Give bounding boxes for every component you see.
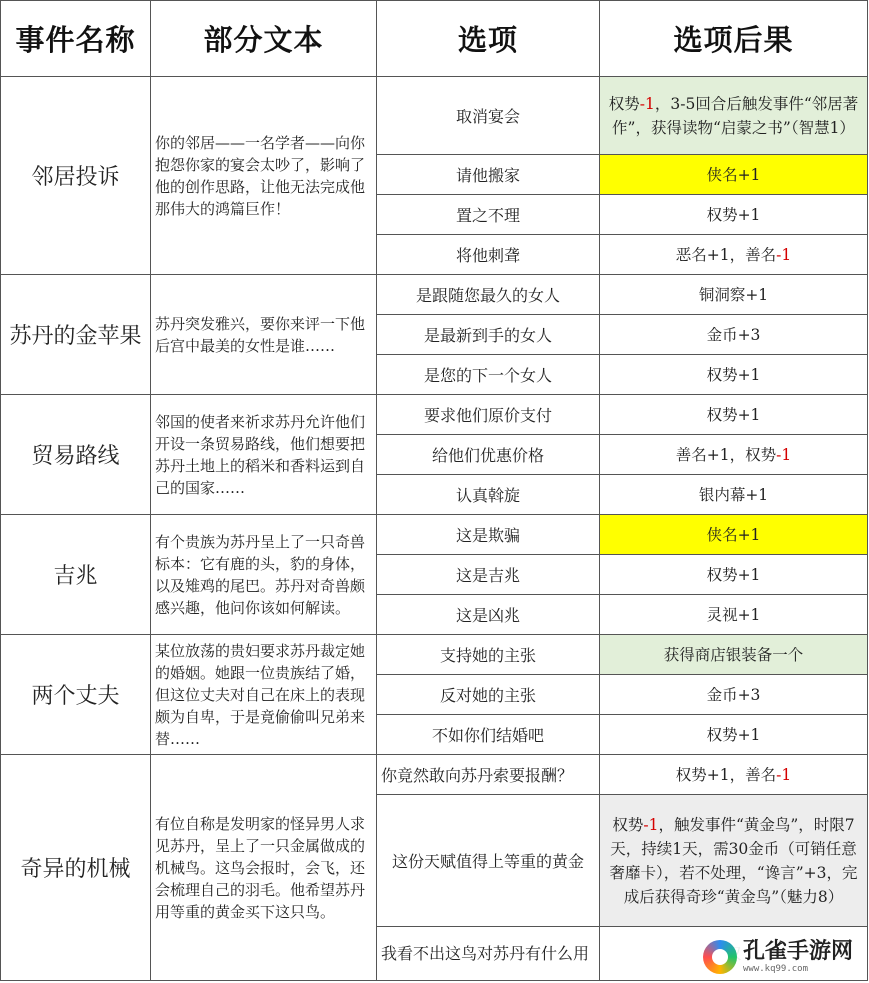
option-cell: 这份天赋值得上等重的黄金 [377, 795, 600, 927]
option-cell: 是您的下一个女人 [377, 355, 600, 395]
option-cell: 我看不出这鸟对苏丹有什么用 [377, 927, 600, 981]
result-cell: 恶名+1，善名-1 [600, 235, 868, 275]
header-option: 选项 [377, 1, 600, 77]
event-name: 邻居投诉 [1, 77, 151, 275]
result-cell: 权势+1，善名-1 [600, 755, 868, 795]
result-cell: 权势+1 [600, 555, 868, 595]
option-cell: 是跟随您最久的女人 [377, 275, 600, 315]
result-cell: 善名+1，权势-1 [600, 435, 868, 475]
option-cell: 这是吉兆 [377, 555, 600, 595]
result-cell: 金币+3 [600, 315, 868, 355]
header-event-name: 事件名称 [1, 1, 151, 77]
result-cell: 侠名+1 [600, 515, 868, 555]
watermark [703, 935, 863, 979]
result-cell: 灵视+1 [600, 595, 868, 635]
result-cell: 权势+1 [600, 395, 868, 435]
option-cell: 不如你们结婚吧 [377, 715, 600, 755]
event-name: 奇异的机械 [1, 755, 151, 981]
option-cell: 要求他们原价支付 [377, 395, 600, 435]
table-row [1, 395, 868, 435]
option-cell: 给他们优惠价格 [377, 435, 600, 475]
event-name: 贸易路线 [1, 395, 151, 515]
option-cell: 置之不理 [377, 195, 600, 235]
result-cell: 铜洞察+1 [600, 275, 868, 315]
header-row [1, 1, 868, 77]
event-text: 邻国的使者来祈求苏丹允许他们开设一条贸易路线，他们想要把苏丹土地上的稻米和香料运到自己的国家…… [151, 395, 377, 515]
option-cell: 请他搬家 [377, 155, 600, 195]
result-cell: 权势-1，触发事件“黄金鸟”，时限7天，持续1天，需30金币（可销任意奢靡卡），若不处理，“谗言”+3，完成后获得奇珍“黄金鸟”（魅力8） [600, 795, 868, 927]
option-cell: 支持她的主张 [377, 635, 600, 675]
event-name: 苏丹的金苹果 [1, 275, 151, 395]
option-cell: 这是凶兆 [377, 595, 600, 635]
result-cell: 权势+1 [600, 715, 868, 755]
event-name: 吉兆 [1, 515, 151, 635]
option-cell: 取消宴会 [377, 77, 600, 155]
peacock-logo-icon [703, 940, 737, 974]
header-result: 选项后果 [600, 1, 868, 77]
event-name: 两个丈夫 [1, 635, 151, 755]
watermark-title: 孔雀手游网 [743, 939, 854, 964]
event-text: 苏丹突发雅兴，要你来评一下他后宫中最美的女性是谁…… [151, 275, 377, 395]
event-text: 有个贵族为苏丹呈上了一只奇兽标本：它有鹿的头，豹的身体，以及雉鸡的尾巴。苏丹对奇兽颇感兴趣，他问你该如何解读。 [151, 515, 377, 635]
table-row [1, 635, 868, 675]
result-cell: 权势+1 [600, 195, 868, 235]
watermark-text [743, 940, 853, 974]
option-cell: 是最新到手的女人 [377, 315, 600, 355]
option-cell: 你竟然敢向苏丹索要报酬？ [377, 755, 600, 795]
header-partial-text: 部分文本 [151, 1, 377, 77]
table-row [1, 515, 868, 555]
table-row [1, 77, 868, 155]
result-cell: 金币+3 [600, 675, 868, 715]
event-text: 你的邻居——一名学者——向你抱怨你家的宴会太吵了，影响了他的创作思路，让他无法完成他那伟大的鸿篇巨作！ [151, 77, 377, 275]
result-cell: 获得商店银装备一个 [600, 635, 868, 675]
result-cell: 权势-1，3-5回合后触发事件“邻居著作”，获得读物“启蒙之书”（智慧1） [600, 77, 868, 155]
table-row [1, 275, 868, 315]
option-cell: 将他刺聋 [377, 235, 600, 275]
option-cell: 这是欺骗 [377, 515, 600, 555]
event-text: 有位自称是发明家的怪异男人求见苏丹，呈上了一只金属做成的机械鸟。这鸟会报时，会飞，还会梳理自己的羽毛。他希望苏丹用等重的黄金买下这只鸟。 [151, 755, 377, 981]
result-cell: 权势+1 [600, 355, 868, 395]
table-row [1, 755, 868, 795]
result-cell: 银内幕+1 [600, 475, 868, 515]
option-cell: 认真斡旋 [377, 475, 600, 515]
result-cell: 侠名+1 [600, 155, 868, 195]
event-text: 某位放荡的贵妇要求苏丹裁定她的婚姻。她跟一位贵族结了婚，但这位丈夫对自己在床上的表现颇为自卑，于是竟偷偷叫兄弟来替…… [151, 635, 377, 755]
option-cell: 反对她的主张 [377, 675, 600, 715]
watermark-url: www.kq99.com [743, 964, 809, 974]
